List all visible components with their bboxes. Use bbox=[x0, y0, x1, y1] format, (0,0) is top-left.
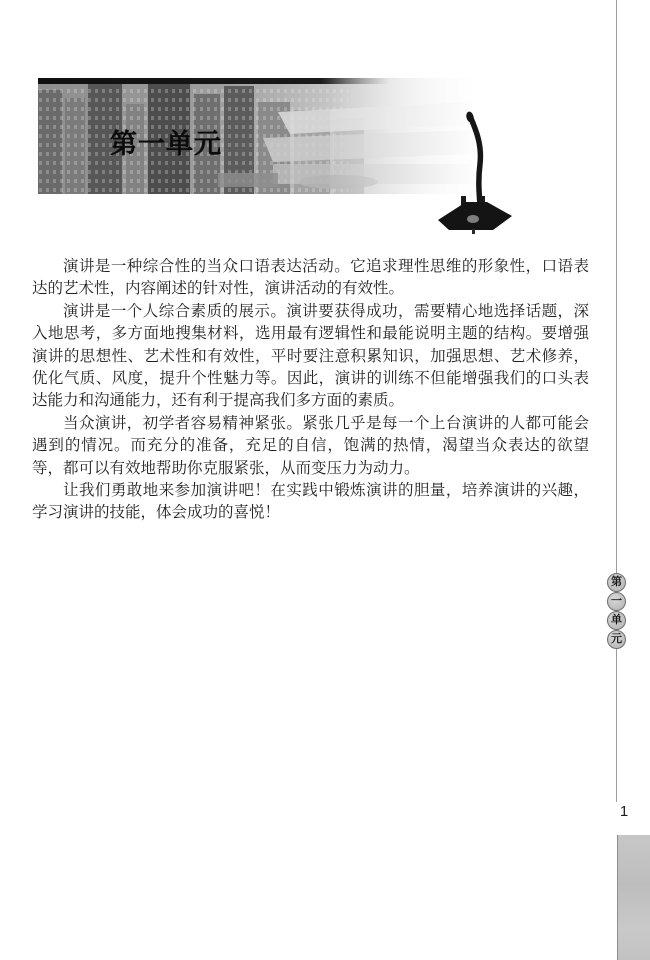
paragraph-4: 让我们勇敢地来参加演讲吧！在实践中锻炼演讲的胆量，培养演讲的兴趣，学习演讲的技能，体会成功的喜悦！ bbox=[32, 482, 589, 522]
sidebar-rule bbox=[616, 0, 617, 802]
unit-badge-char-3: 单 bbox=[607, 611, 626, 630]
unit-badge-char-4: 元 bbox=[607, 630, 626, 649]
page-number: 1 bbox=[619, 803, 629, 820]
paragraph-1: 演讲是一种综合性的当众口语表达活动。它追求理性思维的形象性，口语表达的艺术性，内容阐述的针对性，演讲活动的有效性。 bbox=[32, 258, 589, 298]
unit-badge-char-1: 第 bbox=[607, 573, 626, 592]
sidebar-unit-label bbox=[607, 573, 626, 649]
unit-badge-char-2: 一 bbox=[607, 592, 626, 611]
page-edge-gray-block bbox=[617, 835, 650, 960]
paragraph-3: 当众演讲，初学者容易精神紧张。紧张几乎是每一个上台演讲的人都可能会遇到的情况。而充分的准备，充足的自信，饱满的热情，渴望当众表达的欲望等，都可以有效地帮助你克服紧张，从而变压力为动力。 bbox=[32, 414, 589, 477]
body-text bbox=[32, 256, 589, 525]
header-photo-city-skyline bbox=[38, 78, 473, 194]
microphone-icon bbox=[435, 108, 515, 238]
city-skyline-image bbox=[38, 78, 473, 194]
paragraph-2: 演讲是一个人综合素质的展示。演讲要获得成功，需要精心地选择话题，深入地思考，多方面地搜集材料，选用最有逻辑性和最能说明主题的结构。要增强演讲的思想性、艺术性和有效性，平时要注意积累知识，加强思想、艺术修养，优化气质、风度，提升个性魅力等。因此，演讲的训练不但能增强我们的口头表达能力和沟通能力，还有利于提高我们多方面的素质。 bbox=[32, 302, 589, 410]
unit-title: 第一单元 bbox=[110, 129, 222, 159]
